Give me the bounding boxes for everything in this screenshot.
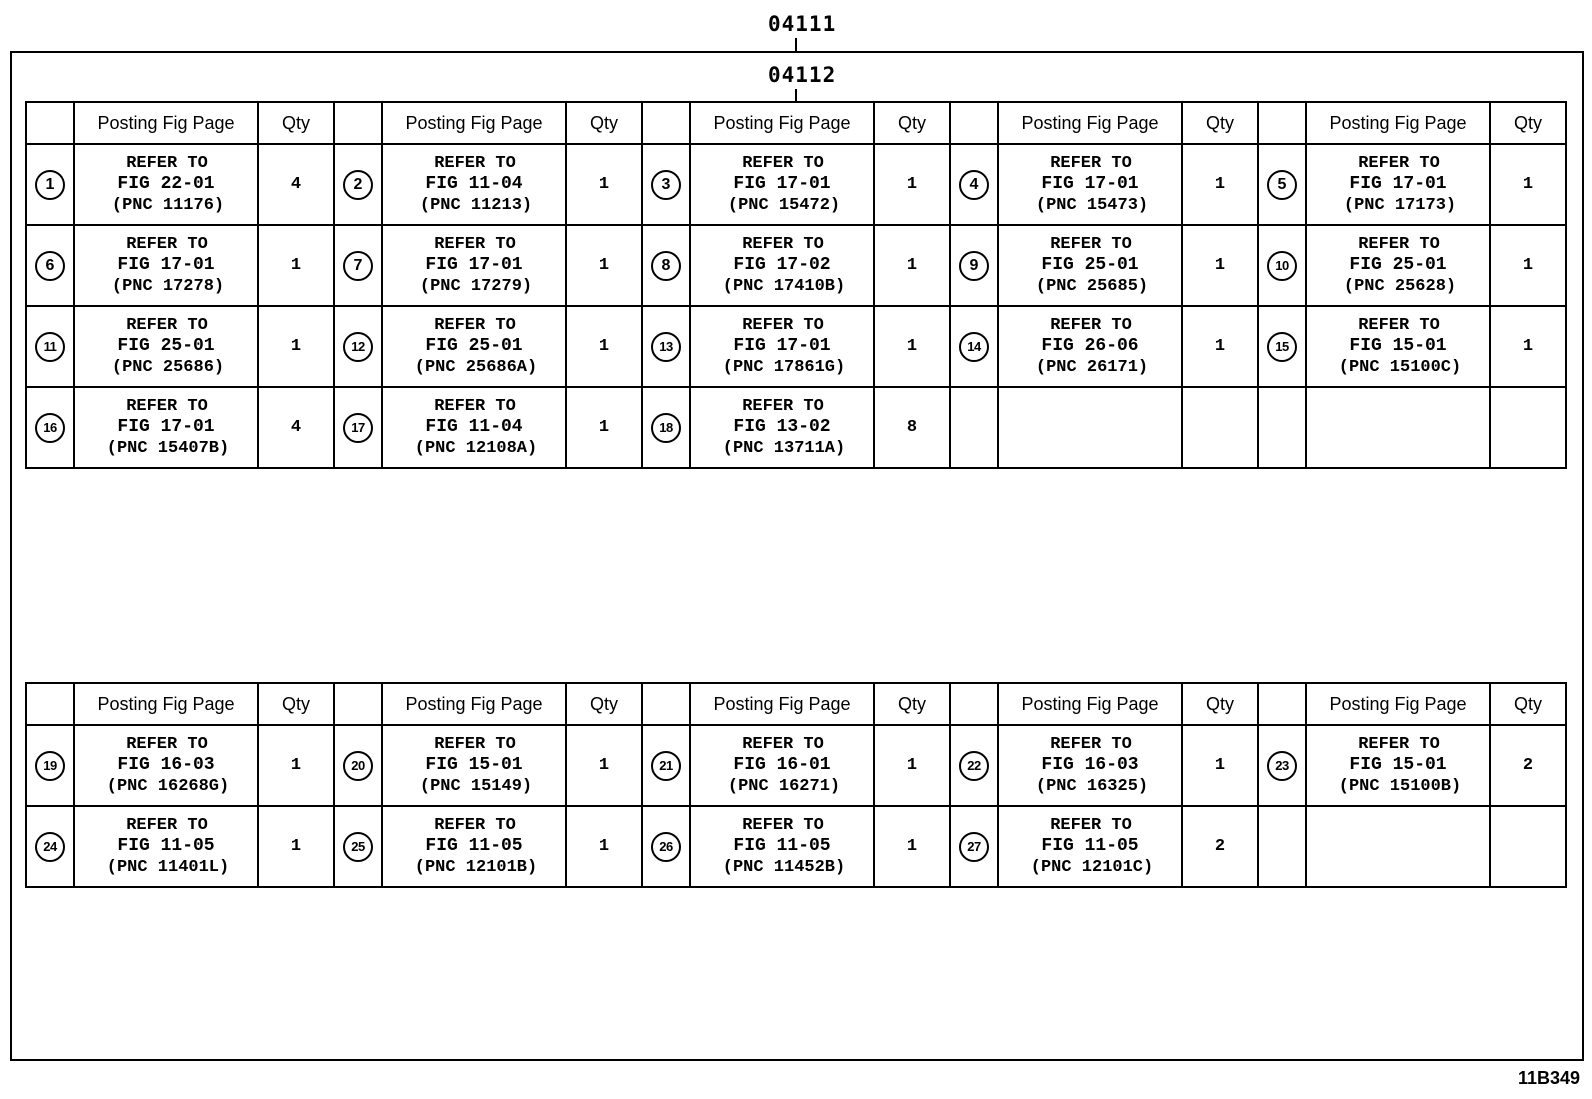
posting-fig-page-cell [74, 806, 258, 887]
ref-number-circle: 23 [1267, 751, 1297, 781]
fig-page-text: FIG 22-01 [117, 174, 215, 194]
posting-fig-page-cell [690, 725, 874, 806]
fig-page-text: FIG 13-02 [733, 417, 831, 437]
refer-to-text: REFER TO [434, 154, 516, 173]
header-qty: Qty [874, 683, 950, 725]
parts-table-lower [25, 682, 1567, 888]
refer-to-text: REFER TO [742, 735, 824, 754]
header-qty: Qty [874, 102, 950, 144]
posting-fig-page-cell [74, 144, 258, 225]
posting-fig-page-cell [1306, 806, 1490, 887]
posting-fig-page-cell [998, 306, 1182, 387]
refer-to-text: REFER TO [434, 816, 516, 835]
posting-fig-page-cell [690, 225, 874, 306]
ref-number-cell [1258, 144, 1306, 225]
qty-cell: 1 [566, 144, 642, 225]
pnc-text: (PNC 15473) [1035, 196, 1149, 215]
fig-page-text: FIG 17-01 [117, 255, 215, 275]
posting-fig-page-cell [998, 806, 1182, 887]
ref-number-cell [334, 725, 382, 806]
posting-fig-page-cell [998, 387, 1182, 468]
qty-cell: 1 [566, 806, 642, 887]
refer-to-text: REFER TO [742, 154, 824, 173]
ref-number-cell [1258, 725, 1306, 806]
posting-fig-page-cell [998, 725, 1182, 806]
pnc-text: (PNC 17410B) [722, 277, 846, 296]
header-number-cell [642, 102, 690, 144]
fig-page-text: FIG 25-01 [117, 336, 215, 356]
ref-number-cell [1258, 225, 1306, 306]
table-row [26, 225, 1566, 306]
ref-number-circle: 4 [959, 170, 989, 200]
posting-fig-page-cell [1306, 225, 1490, 306]
ref-number-cell [950, 306, 998, 387]
pnc-text: (PNC 16268G) [106, 777, 230, 796]
refer-to-text: REFER TO [1050, 735, 1132, 754]
figure-code: 11B349 [1517, 1068, 1580, 1088]
refer-to-text: REFER TO [126, 397, 208, 416]
qty-cell: 1 [1182, 144, 1258, 225]
posting-fig-page-cell [1306, 725, 1490, 806]
posting-fig-page-cell [690, 806, 874, 887]
header-qty: Qty [1490, 102, 1566, 144]
refer-to-text: REFER TO [434, 316, 516, 335]
pnc-text: (PNC 17278) [111, 277, 225, 296]
fig-page-text: FIG 25-01 [425, 336, 523, 356]
pnc-text: (PNC 17861G) [722, 358, 846, 377]
header-number-cell [1258, 102, 1306, 144]
ref-number-cell [26, 387, 74, 468]
ref-number-circle: 14 [959, 332, 989, 362]
refer-to-text: REFER TO [434, 735, 516, 754]
refer-to-text: REFER TO [126, 735, 208, 754]
fig-page-text: FIG 11-04 [425, 417, 523, 437]
qty-cell: 1 [566, 387, 642, 468]
refer-to-text: REFER TO [1358, 235, 1440, 254]
ref-number-cell [26, 725, 74, 806]
ref-number-cell [642, 144, 690, 225]
fig-page-text: FIG 11-05 [117, 836, 215, 856]
header-number-cell [26, 683, 74, 725]
qty-cell: 8 [874, 387, 950, 468]
ref-number-circle: 10 [1267, 251, 1297, 281]
ref-number-cell [642, 225, 690, 306]
pnc-text: (PNC 15100B) [1338, 777, 1462, 796]
fig-page-text: FIG 11-05 [733, 836, 831, 856]
pnc-text: (PNC 11401L) [106, 858, 230, 877]
qty-cell: 1 [1490, 144, 1566, 225]
ref-number-circle: 25 [343, 832, 373, 862]
ref-number-circle: 15 [1267, 332, 1297, 362]
ref-number-cell [642, 387, 690, 468]
pnc-text: (PNC 13711A) [722, 439, 846, 458]
ref-number-cell [1258, 387, 1306, 468]
qty-cell: 1 [874, 725, 950, 806]
header-posting-fig-page: Posting Fig Page [382, 102, 566, 144]
refer-to-text: REFER TO [1050, 816, 1132, 835]
refer-to-text: REFER TO [742, 316, 824, 335]
ref-number-circle: 20 [343, 751, 373, 781]
refer-to-text: REFER TO [126, 235, 208, 254]
table-row [26, 725, 1566, 806]
header-qty: Qty [258, 102, 334, 144]
fig-page-text: FIG 16-01 [733, 755, 831, 775]
qty-cell [1490, 387, 1566, 468]
qty-cell: 1 [874, 806, 950, 887]
pnc-text: (PNC 15100C) [1338, 358, 1462, 377]
ref-number-circle: 11 [35, 332, 65, 362]
fig-page-text: FIG 16-03 [1041, 755, 1139, 775]
ref-number-cell [334, 306, 382, 387]
leader-line-outer [795, 38, 797, 52]
assembly-label-04112: 04112 [768, 63, 837, 87]
ref-number-circle: 27 [959, 832, 989, 862]
ref-number-circle: 22 [959, 751, 989, 781]
header-posting-fig-page: Posting Fig Page [1306, 102, 1490, 144]
fig-page-text: FIG 15-01 [1349, 755, 1447, 775]
posting-fig-page-cell [382, 806, 566, 887]
posting-fig-page-cell [382, 725, 566, 806]
ref-number-cell [26, 225, 74, 306]
qty-cell: 4 [258, 144, 334, 225]
refer-to-text: REFER TO [1050, 316, 1132, 335]
posting-fig-page-cell [690, 387, 874, 468]
qty-cell: 1 [566, 725, 642, 806]
refer-to-text: REFER TO [434, 397, 516, 416]
parts-table-upper [25, 101, 1567, 469]
refer-to-text: REFER TO [1358, 735, 1440, 754]
pnc-text: (PNC 12101B) [414, 858, 538, 877]
fig-page-text: FIG 15-01 [425, 755, 523, 775]
qty-cell: 4 [258, 387, 334, 468]
ref-number-circle: 12 [343, 332, 373, 362]
ref-number-circle: 26 [651, 832, 681, 862]
refer-to-text: REFER TO [742, 397, 824, 416]
header-number-cell [334, 102, 382, 144]
posting-fig-page-cell [1306, 306, 1490, 387]
header-number-cell [26, 102, 74, 144]
qty-cell: 1 [258, 306, 334, 387]
assembly-label-04111: 04111 [768, 12, 837, 36]
qty-cell: 1 [1490, 306, 1566, 387]
header-number-cell [334, 683, 382, 725]
refer-to-text: REFER TO [1358, 154, 1440, 173]
qty-cell: 1 [258, 806, 334, 887]
refer-to-text: REFER TO [1050, 235, 1132, 254]
posting-fig-page-cell [382, 387, 566, 468]
ref-number-cell [1258, 306, 1306, 387]
pnc-text: (PNC 15407B) [106, 439, 230, 458]
posting-fig-page-cell [998, 144, 1182, 225]
pnc-text: (PNC 25686A) [414, 358, 538, 377]
header-number-cell [950, 102, 998, 144]
fig-page-text: FIG 17-01 [733, 174, 831, 194]
ref-number-cell [950, 806, 998, 887]
fig-page-text: FIG 11-05 [1041, 836, 1139, 856]
posting-fig-page-cell [690, 306, 874, 387]
posting-fig-page-cell [998, 225, 1182, 306]
posting-fig-page-cell [74, 306, 258, 387]
refer-to-text: REFER TO [742, 235, 824, 254]
refer-to-text: REFER TO [126, 816, 208, 835]
header-posting-fig-page: Posting Fig Page [998, 102, 1182, 144]
pnc-text: (PNC 15149) [419, 777, 533, 796]
ref-number-cell [950, 144, 998, 225]
pnc-text: (PNC 25685) [1035, 277, 1149, 296]
table-header-row [26, 102, 1566, 144]
header-qty: Qty [566, 683, 642, 725]
ref-number-circle: 2 [343, 170, 373, 200]
fig-page-text: FIG 25-01 [1349, 255, 1447, 275]
ref-number-cell [950, 387, 998, 468]
refer-to-text: REFER TO [742, 816, 824, 835]
fig-page-text: FIG 15-01 [1349, 336, 1447, 356]
ref-number-cell [334, 225, 382, 306]
table-row [26, 144, 1566, 225]
ref-number-circle: 13 [651, 332, 681, 362]
qty-cell: 1 [566, 225, 642, 306]
pnc-text: (PNC 11452B) [722, 858, 846, 877]
refer-to-text: REFER TO [434, 235, 516, 254]
header-qty: Qty [1182, 683, 1258, 725]
pnc-text: (PNC 16325) [1035, 777, 1149, 796]
fig-page-text: FIG 11-05 [425, 836, 523, 856]
pnc-text: (PNC 16271) [727, 777, 841, 796]
ref-number-cell [642, 306, 690, 387]
fig-page-text: FIG 17-01 [733, 336, 831, 356]
fig-page-text: FIG 11-04 [425, 174, 523, 194]
posting-fig-page-cell [382, 306, 566, 387]
ref-number-circle: 9 [959, 251, 989, 281]
pnc-text: (PNC 25686) [111, 358, 225, 377]
pnc-text: (PNC 15472) [727, 196, 841, 215]
qty-cell: 1 [258, 225, 334, 306]
refer-to-text: REFER TO [126, 154, 208, 173]
ref-number-circle: 8 [651, 251, 681, 281]
header-qty: Qty [1490, 683, 1566, 725]
refer-to-text: REFER TO [1050, 154, 1132, 173]
pnc-text: (PNC 12101C) [1030, 858, 1154, 877]
qty-cell: 2 [1182, 806, 1258, 887]
posting-fig-page-cell [382, 225, 566, 306]
ref-number-cell [334, 387, 382, 468]
pnc-text: (PNC 25628) [1343, 277, 1457, 296]
refer-to-text: REFER TO [1358, 316, 1440, 335]
ref-number-cell [950, 225, 998, 306]
pnc-text: (PNC 26171) [1035, 358, 1149, 377]
posting-fig-page-cell [1306, 387, 1490, 468]
header-qty: Qty [1182, 102, 1258, 144]
pnc-text: (PNC 11213) [419, 196, 533, 215]
header-posting-fig-page: Posting Fig Page [1306, 683, 1490, 725]
posting-fig-page-cell [1306, 144, 1490, 225]
header-posting-fig-page: Posting Fig Page [998, 683, 1182, 725]
qty-cell: 1 [258, 725, 334, 806]
qty-cell: 1 [874, 144, 950, 225]
header-posting-fig-page: Posting Fig Page [690, 683, 874, 725]
ref-number-cell [26, 144, 74, 225]
posting-fig-page-cell [382, 144, 566, 225]
table-header-row [26, 683, 1566, 725]
header-posting-fig-page: Posting Fig Page [74, 683, 258, 725]
posting-fig-page-cell [690, 144, 874, 225]
ref-number-circle: 3 [651, 170, 681, 200]
qty-cell: 2 [1490, 725, 1566, 806]
ref-number-cell [642, 725, 690, 806]
ref-number-cell [26, 306, 74, 387]
ref-number-cell [334, 144, 382, 225]
qty-cell: 1 [566, 306, 642, 387]
posting-fig-page-cell [74, 725, 258, 806]
ref-number-circle: 24 [35, 832, 65, 862]
qty-cell: 1 [1490, 225, 1566, 306]
qty-cell: 1 [1182, 725, 1258, 806]
fig-page-text: FIG 17-01 [1041, 174, 1139, 194]
posting-fig-page-cell [74, 225, 258, 306]
header-posting-fig-page: Posting Fig Page [382, 683, 566, 725]
header-qty: Qty [258, 683, 334, 725]
header-posting-fig-page: Posting Fig Page [690, 102, 874, 144]
ref-number-cell [642, 806, 690, 887]
header-posting-fig-page: Posting Fig Page [74, 102, 258, 144]
ref-number-circle: 19 [35, 751, 65, 781]
pnc-text: (PNC 12108A) [414, 439, 538, 458]
table-row [26, 306, 1566, 387]
ref-number-circle: 6 [35, 251, 65, 281]
qty-cell: 1 [1182, 306, 1258, 387]
qty-cell: 1 [874, 225, 950, 306]
qty-cell [1182, 387, 1258, 468]
ref-number-circle: 17 [343, 413, 373, 443]
ref-number-circle: 16 [35, 413, 65, 443]
fig-page-text: FIG 17-01 [425, 255, 523, 275]
header-number-cell [950, 683, 998, 725]
table-row [26, 806, 1566, 887]
qty-cell: 1 [1182, 225, 1258, 306]
refer-to-text: REFER TO [126, 316, 208, 335]
posting-fig-page-cell [74, 387, 258, 468]
fig-page-text: FIG 26-06 [1041, 336, 1139, 356]
ref-number-circle: 5 [1267, 170, 1297, 200]
qty-cell [1490, 806, 1566, 887]
ref-number-circle: 7 [343, 251, 373, 281]
pnc-text: (PNC 17173) [1343, 196, 1457, 215]
ref-number-circle: 1 [35, 170, 65, 200]
header-number-cell [642, 683, 690, 725]
qty-cell: 1 [874, 306, 950, 387]
ref-number-circle: 21 [651, 751, 681, 781]
ref-number-circle: 18 [651, 413, 681, 443]
fig-page-text: FIG 25-01 [1041, 255, 1139, 275]
table-row [26, 387, 1566, 468]
pnc-text: (PNC 17279) [419, 277, 533, 296]
ref-number-cell [950, 725, 998, 806]
fig-page-text: FIG 17-01 [117, 417, 215, 437]
header-number-cell [1258, 683, 1306, 725]
fig-page-text: FIG 16-03 [117, 755, 215, 775]
ref-number-cell [26, 806, 74, 887]
ref-number-cell [334, 806, 382, 887]
fig-page-text: FIG 17-01 [1349, 174, 1447, 194]
pnc-text: (PNC 11176) [111, 196, 225, 215]
header-qty: Qty [566, 102, 642, 144]
fig-page-text: FIG 17-02 [733, 255, 831, 275]
ref-number-cell [1258, 806, 1306, 887]
